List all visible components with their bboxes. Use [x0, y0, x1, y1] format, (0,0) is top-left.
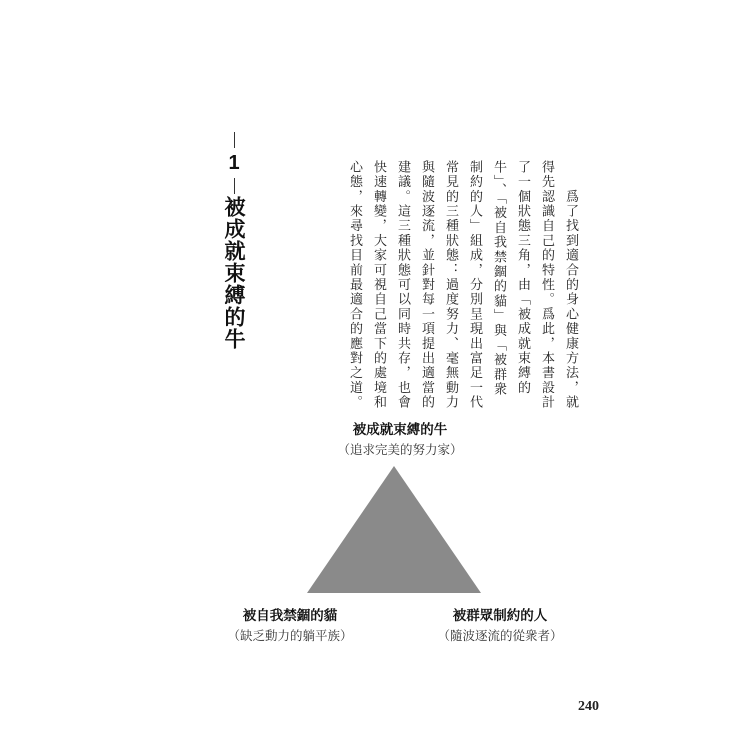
- heading-rule-bottom: [234, 178, 235, 194]
- diagram-top-label: [300, 420, 500, 460]
- section-heading: [220, 132, 248, 350]
- left-vertex-name: 被自我禁錮的貓: [242, 608, 338, 624]
- diagram-right-label: [410, 606, 590, 646]
- top-vertex-desc: （追求完美的努力家）: [337, 442, 463, 457]
- triangle-shape: [307, 466, 481, 593]
- heading-rule-top: [234, 132, 235, 148]
- section-title: 被成就束縛的牛: [222, 196, 246, 350]
- section-number: 1: [228, 152, 240, 174]
- right-vertex-name: 被群眾制約的人: [452, 608, 548, 624]
- diagram-left-label: [200, 606, 380, 646]
- top-vertex-name: 被成就束縛的牛: [352, 422, 448, 438]
- body-paragraph: 爲了找到適合的身心健康方法，就得先認識自己的特性。爲此，本書設計了一個狀態三角，由「被成就束縛的牛」、「被自我禁錮的貓」與「被群衆制約的人」組成，分別呈現出富足一代常見的三種狀態：過度努力、毫無動力與隨波逐流，並針對每一項提出適當的建議。這三種狀態可以同時共存，也會快速轉變，大家可視自己當下的處境和心態，來尋找目前最適合的應對之道。: [347, 160, 578, 410]
- left-vertex-desc: （缺乏動力的躺平族）: [227, 628, 353, 643]
- page-number: 240: [578, 699, 599, 714]
- state-triangle: [307, 466, 481, 593]
- body-text: [282, 160, 582, 410]
- right-vertex-desc: （隨波逐流的從衆者）: [437, 628, 563, 643]
